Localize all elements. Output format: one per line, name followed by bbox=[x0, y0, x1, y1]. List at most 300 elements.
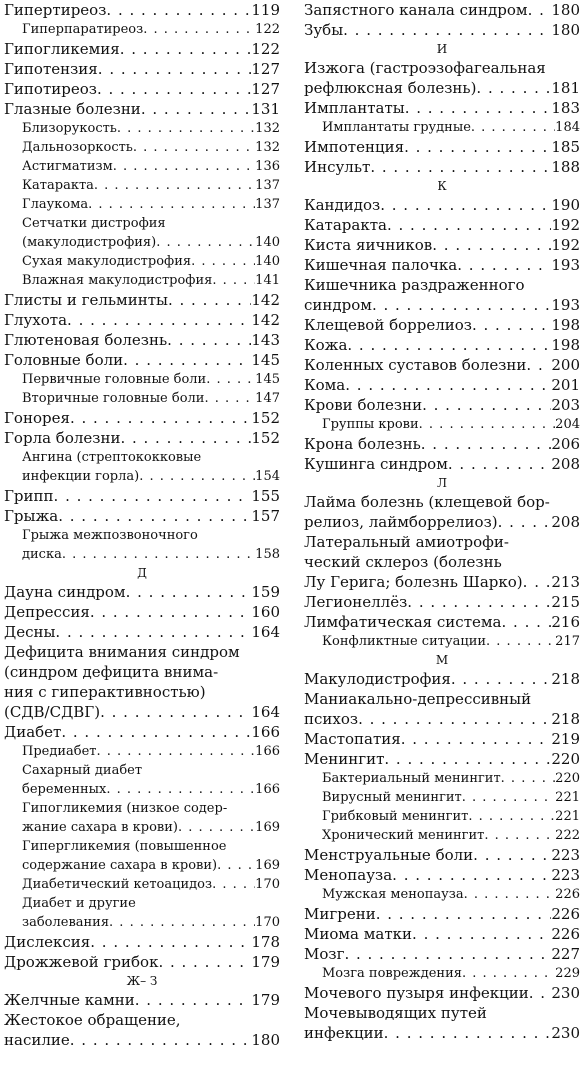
dot-leader bbox=[94, 176, 255, 195]
page-number: 185 bbox=[551, 138, 580, 156]
index-entry-term: Хронический менингит bbox=[322, 828, 485, 843]
dot-leader bbox=[61, 722, 251, 742]
index-entry bbox=[304, 20, 580, 40]
index-entry-line: Диабет и другие bbox=[22, 896, 136, 911]
index-entry-line: Маниакально-депрессивный bbox=[304, 690, 532, 708]
dot-leader bbox=[392, 865, 551, 885]
page-number: 180 bbox=[551, 1, 580, 19]
dot-leader bbox=[167, 330, 251, 350]
letter-header: Л bbox=[436, 476, 447, 490]
index-entry bbox=[304, 924, 580, 944]
index-entry bbox=[304, 807, 580, 826]
dot-leader bbox=[421, 434, 552, 454]
index-entry bbox=[4, 602, 280, 622]
page-number: 223 bbox=[551, 866, 580, 884]
index-entry bbox=[4, 856, 280, 875]
page-number: 179 bbox=[251, 991, 280, 1009]
index-entry-term: синдром bbox=[304, 296, 372, 314]
index-entry-term: беременных bbox=[22, 782, 107, 797]
page-number: 190 bbox=[551, 196, 580, 214]
index-entry-line: (синдром дефицита внима- bbox=[4, 663, 219, 681]
page-number: 226 bbox=[551, 925, 580, 943]
dot-leader bbox=[62, 545, 255, 564]
index-entry bbox=[4, 233, 280, 252]
index-entry-term: Миома матки bbox=[304, 925, 413, 943]
index-entry bbox=[304, 709, 580, 729]
index-entry bbox=[304, 255, 580, 275]
index-entry bbox=[304, 137, 580, 157]
dot-leader bbox=[212, 271, 255, 290]
page-number: 154 bbox=[255, 469, 280, 484]
index-entry-term: Дальнозоркость bbox=[22, 140, 133, 155]
page-number: 164 bbox=[251, 703, 280, 721]
dot-leader bbox=[347, 335, 551, 355]
page-number: 220 bbox=[555, 771, 580, 786]
index-entry-term: Катаракта bbox=[304, 216, 387, 234]
letter-header: М bbox=[435, 653, 449, 667]
dot-leader bbox=[70, 408, 251, 428]
index-entry-term: Десны bbox=[4, 623, 56, 641]
page-number: 223 bbox=[551, 846, 580, 864]
dot-leader bbox=[451, 669, 552, 689]
dot-leader bbox=[158, 952, 251, 972]
page-number: 216 bbox=[551, 613, 580, 631]
index-entry-term: Горла болезни bbox=[4, 429, 121, 447]
index-entry-term: Лу Герига; болезнь Шарко) bbox=[304, 573, 523, 591]
index-entry bbox=[304, 788, 580, 807]
index-entry bbox=[304, 1023, 580, 1043]
page-number: 206 bbox=[551, 435, 580, 453]
page-number: 140 bbox=[255, 254, 280, 269]
index-entry bbox=[304, 845, 580, 865]
index-column-right bbox=[304, 0, 580, 1043]
page-number: 219 bbox=[551, 730, 580, 748]
dot-leader bbox=[126, 582, 252, 602]
page-number: 215 bbox=[551, 593, 580, 611]
index-entry bbox=[4, 506, 280, 526]
page-number: 220 bbox=[551, 750, 580, 768]
dot-leader bbox=[372, 295, 551, 315]
index-entry bbox=[4, 545, 280, 564]
dot-leader bbox=[380, 195, 551, 215]
index-entry bbox=[304, 78, 580, 98]
index-entry bbox=[304, 415, 580, 434]
index-entry bbox=[4, 389, 280, 408]
index-entry bbox=[304, 944, 580, 964]
index-entry-term: Мочевого пузыря инфекции bbox=[304, 984, 529, 1002]
index-entry-term: Запястного канала синдром bbox=[304, 1, 528, 19]
dot-leader bbox=[471, 118, 555, 137]
index-entry bbox=[304, 865, 580, 885]
index-entry bbox=[4, 99, 280, 119]
dot-leader bbox=[70, 1030, 252, 1050]
page-number: 170 bbox=[255, 877, 280, 892]
index-entry-term: Дислексия bbox=[4, 933, 91, 951]
index-entry-line: Жестокое обращение, bbox=[4, 1011, 181, 1029]
index-entry-term: Менструальные боли bbox=[304, 846, 474, 864]
index-entry-term: Легионеллёз bbox=[304, 593, 408, 611]
index-entry-term: Гипотензия bbox=[4, 60, 98, 78]
index-entry bbox=[4, 119, 280, 138]
page-number: 164 bbox=[251, 623, 280, 641]
index-entry-term: Имплантаты грудные bbox=[322, 120, 471, 135]
index-entry bbox=[304, 215, 580, 235]
page-number: 160 bbox=[251, 603, 280, 621]
index-entry-term: Желчные камни bbox=[4, 991, 135, 1009]
page-number: 166 bbox=[251, 723, 280, 741]
index-entry-term: Дрожжевой грибок bbox=[4, 953, 159, 971]
page-number: 226 bbox=[551, 905, 580, 923]
index-entry bbox=[304, 769, 580, 788]
page-number: 213 bbox=[551, 573, 580, 591]
page-number: 169 bbox=[255, 820, 280, 835]
index-entry bbox=[304, 295, 580, 315]
index-entry bbox=[4, 486, 280, 506]
dot-leader bbox=[133, 138, 255, 157]
index-entry bbox=[4, 0, 280, 20]
index-entry bbox=[4, 932, 280, 952]
page-number: 159 bbox=[251, 583, 280, 601]
index-entry-term: Гонорея bbox=[4, 409, 70, 427]
dot-leader bbox=[178, 818, 255, 837]
dot-leader bbox=[529, 983, 552, 1003]
index-entry-line: Ангина (стрептококковые bbox=[22, 450, 202, 465]
index-entry bbox=[304, 964, 580, 983]
index-entry-term: Зубы bbox=[304, 21, 344, 39]
index-entry-term: Близорукость bbox=[22, 121, 117, 136]
page-number: 137 bbox=[255, 178, 280, 193]
page-number: 155 bbox=[251, 487, 280, 505]
dot-leader bbox=[526, 355, 551, 375]
page-number: 141 bbox=[255, 273, 280, 288]
dot-leader bbox=[120, 39, 252, 59]
index-entry bbox=[304, 395, 580, 415]
index-entry bbox=[304, 315, 580, 335]
index-entry-term: Грипп bbox=[4, 487, 54, 505]
dot-leader bbox=[55, 622, 251, 642]
index-entry-term: насилие bbox=[4, 1031, 70, 1049]
index-entry-term: Мозг bbox=[304, 945, 345, 963]
index-entry-term: Глухота bbox=[4, 311, 68, 329]
dot-leader bbox=[528, 0, 552, 20]
index-entry-term: Кишечная палочка bbox=[304, 256, 458, 274]
index-entry bbox=[4, 582, 280, 602]
page-number: 157 bbox=[251, 507, 280, 525]
index-entry-line: Изжога (гастроэзофагеальная bbox=[304, 59, 546, 77]
page-number: 218 bbox=[551, 710, 580, 728]
dot-leader bbox=[344, 944, 551, 964]
index-entry-line: Лайма болезнь (клещевой бор- bbox=[304, 493, 550, 511]
index-entry bbox=[4, 20, 280, 39]
index-entry-term: заболевания bbox=[22, 915, 110, 930]
dot-leader bbox=[141, 99, 252, 119]
index-entry bbox=[304, 98, 580, 118]
index-entry-term: Клещевой боррелиоз bbox=[304, 316, 472, 334]
index-entry bbox=[4, 818, 280, 837]
dot-leader bbox=[422, 395, 551, 415]
page-number: 217 bbox=[555, 634, 580, 649]
index-entry-term: Менингит bbox=[304, 750, 385, 768]
index-entry bbox=[4, 722, 280, 742]
index-entry bbox=[304, 612, 580, 632]
index-entry-term: Мигрени bbox=[304, 905, 376, 923]
index-entry bbox=[4, 157, 280, 176]
page-number: 142 bbox=[251, 311, 280, 329]
index-entry-term: Грибковый менингит bbox=[322, 809, 469, 824]
dot-leader bbox=[212, 875, 255, 894]
dot-leader bbox=[97, 79, 251, 99]
index-entry bbox=[304, 826, 580, 845]
index-entry-term: Первичные головные боли bbox=[22, 372, 207, 387]
index-entry bbox=[4, 467, 280, 486]
dot-leader bbox=[117, 119, 255, 138]
index-entry-term: Кома bbox=[304, 376, 346, 394]
index-entry-term: Влажная макулодистрофия bbox=[22, 273, 213, 288]
index-entry bbox=[4, 290, 280, 310]
page-number: 198 bbox=[551, 316, 580, 334]
dot-leader bbox=[106, 780, 255, 799]
page-number: 188 bbox=[551, 158, 580, 176]
index-entry-term: Имплантаты bbox=[304, 99, 405, 117]
letter-header: Ж– З bbox=[126, 974, 158, 988]
index-entry-term: Мужская менопауза bbox=[322, 887, 464, 902]
page-number: 122 bbox=[251, 40, 280, 58]
page-number: 140 bbox=[255, 235, 280, 250]
dot-leader bbox=[462, 964, 555, 983]
index-entry bbox=[4, 952, 280, 972]
page-number: 152 bbox=[251, 429, 280, 447]
dot-leader bbox=[58, 506, 251, 526]
index-entry-term: Коленных суставов болезни bbox=[304, 356, 527, 374]
index-entry-term: (СДВ/СДВГ) bbox=[4, 703, 101, 721]
index-entry-term: Гипогликемия bbox=[4, 40, 120, 58]
dot-leader bbox=[476, 78, 551, 98]
index-entry-term: Глаукома bbox=[22, 197, 89, 212]
letter-header: Д bbox=[137, 566, 147, 580]
page-number: 166 bbox=[255, 782, 280, 797]
index-entry bbox=[304, 983, 580, 1003]
index-entry-term: Менопауза bbox=[304, 866, 393, 884]
index-entry bbox=[4, 408, 280, 428]
index-entry-term: Глисты и гельминты bbox=[4, 291, 168, 309]
dot-leader bbox=[100, 702, 251, 722]
index-entry-term: инфекции bbox=[304, 1024, 384, 1042]
page-number: 178 bbox=[251, 933, 280, 951]
index-entry bbox=[4, 370, 280, 389]
index-entry bbox=[304, 0, 580, 20]
dot-leader bbox=[412, 924, 551, 944]
index-entry-term: Астигматизм bbox=[22, 159, 113, 174]
page-number: 131 bbox=[251, 100, 280, 118]
index-entry-term: Гиперпаратиреоз bbox=[22, 22, 144, 37]
dot-leader bbox=[106, 0, 251, 20]
index-entry bbox=[4, 428, 280, 448]
page-number: 143 bbox=[251, 331, 280, 349]
index-entry-term: Гипотиреоз bbox=[4, 80, 97, 98]
dot-leader bbox=[384, 749, 551, 769]
dot-leader bbox=[384, 1023, 552, 1043]
index-entry-term: Бактериальный менингит bbox=[322, 771, 501, 786]
dot-leader bbox=[401, 729, 552, 749]
index-entry-term: Кожа bbox=[304, 336, 348, 354]
index-entry bbox=[4, 138, 280, 157]
dot-leader bbox=[90, 602, 252, 622]
index-entry-line: Сахарный диабет bbox=[22, 763, 143, 778]
index-entry-term: релиоз, лаймборрелиоз) bbox=[304, 513, 498, 531]
page-number: 137 bbox=[255, 197, 280, 212]
page-number: 142 bbox=[251, 291, 280, 309]
index-entry bbox=[304, 669, 580, 689]
index-entry-term: Инсульт bbox=[304, 158, 371, 176]
dot-leader bbox=[96, 742, 255, 761]
index-entry-line: Кишечника раздраженного bbox=[304, 276, 525, 294]
index-entry-line: Гипогликемия (низкое содер- bbox=[22, 801, 228, 816]
index-entry bbox=[4, 79, 280, 99]
index-entry-term: Грыжа bbox=[4, 507, 59, 525]
dot-leader bbox=[123, 350, 251, 370]
index-entry bbox=[4, 252, 280, 271]
index-entry bbox=[304, 512, 580, 532]
dot-leader bbox=[191, 252, 255, 271]
index-entry-term: Импотенция bbox=[304, 138, 405, 156]
dot-leader bbox=[468, 807, 555, 826]
page-number: 192 bbox=[551, 236, 580, 254]
index-entry bbox=[304, 904, 580, 924]
page-number: 183 bbox=[551, 99, 580, 117]
dot-leader bbox=[484, 826, 555, 845]
index-entry bbox=[4, 310, 280, 330]
index-entry-term: Группы крови bbox=[322, 417, 419, 432]
index-entry bbox=[304, 454, 580, 474]
dot-leader bbox=[464, 885, 556, 904]
dot-leader bbox=[139, 467, 255, 486]
dot-leader bbox=[472, 315, 551, 335]
dot-leader bbox=[120, 428, 251, 448]
index-column-left bbox=[4, 0, 280, 1050]
dot-leader bbox=[407, 592, 551, 612]
index-entry bbox=[304, 572, 580, 592]
page-number: 152 bbox=[251, 409, 280, 427]
index-entry bbox=[304, 375, 580, 395]
index-entry-line: ния с гиперактивностью) bbox=[4, 683, 206, 701]
index-entry-term: Головные боли bbox=[4, 351, 124, 369]
index-entry-term: Диабетический кетоацидоз bbox=[22, 877, 213, 892]
index-entry-term: Кушинга синдром bbox=[304, 455, 448, 473]
index-entry-term: диска bbox=[22, 547, 62, 562]
index-entry bbox=[304, 885, 580, 904]
index-entry-term: Макулодистрофия bbox=[304, 670, 451, 688]
letter-header: К bbox=[437, 179, 447, 193]
page-number: 193 bbox=[551, 296, 580, 314]
index-entry-term: Сухая макулодистрофия bbox=[22, 254, 192, 269]
page-number: 230 bbox=[551, 1024, 580, 1042]
page-number: 127 bbox=[251, 60, 280, 78]
index-entry-term: Катаракта bbox=[22, 178, 94, 193]
index-entry bbox=[304, 434, 580, 454]
page-number: 145 bbox=[251, 351, 280, 369]
index-entry-term: Глазные болезни bbox=[4, 100, 141, 118]
page-number: 184 bbox=[555, 120, 580, 135]
page-number: 218 bbox=[551, 670, 580, 688]
index-entry-term: Депрессия bbox=[4, 603, 90, 621]
page-number: 127 bbox=[251, 80, 280, 98]
index-entry-term: жание сахара в крови) bbox=[22, 820, 178, 835]
page-number: 229 bbox=[555, 966, 580, 981]
index-entry-term: Конфликтные ситуации bbox=[322, 634, 487, 649]
index-entry-term: Киста яичников bbox=[304, 236, 433, 254]
page-number: 200 bbox=[551, 356, 580, 374]
page-number: 198 bbox=[551, 336, 580, 354]
dot-leader bbox=[156, 233, 255, 252]
page-number: 147 bbox=[255, 391, 280, 406]
page-number: 180 bbox=[251, 1031, 280, 1049]
index-entry bbox=[304, 118, 580, 137]
index-entry-term: рефлюксная болезнь) bbox=[304, 79, 477, 97]
index-entry bbox=[304, 632, 580, 651]
index-entry-line: Мочевыводящих путей bbox=[304, 1004, 487, 1022]
index-entry bbox=[4, 990, 280, 1010]
dot-leader bbox=[501, 769, 556, 788]
dot-leader bbox=[67, 310, 251, 330]
dot-leader bbox=[204, 389, 255, 408]
dot-leader bbox=[448, 454, 551, 474]
index-entry-line: ческий склероз (болезнь bbox=[304, 553, 502, 571]
dot-leader bbox=[462, 788, 555, 807]
index-entry-line: Латеральный амиотрофи- bbox=[304, 533, 509, 551]
index-entry-term: Дауна синдром bbox=[4, 583, 126, 601]
page-number: 204 bbox=[555, 417, 580, 432]
page-number: 226 bbox=[555, 887, 580, 902]
index-entry-line: Грыжа межпозвоночного bbox=[22, 528, 198, 543]
page-number: 201 bbox=[551, 376, 580, 394]
index-entry-term: (макулодистрофия) bbox=[22, 235, 157, 250]
dot-leader bbox=[345, 375, 551, 395]
page-number: 221 bbox=[555, 809, 580, 824]
dot-leader bbox=[358, 709, 551, 729]
page-number: 179 bbox=[251, 953, 280, 971]
index-entry-line: Гипергликемия (повышенное bbox=[22, 839, 227, 854]
dot-leader bbox=[143, 20, 255, 39]
page-number: 132 bbox=[255, 140, 280, 155]
index-entry bbox=[4, 1030, 280, 1050]
index-entry-term: Крона болезнь bbox=[304, 435, 421, 453]
dot-leader bbox=[370, 157, 551, 177]
dot-leader bbox=[88, 195, 255, 214]
index-entry bbox=[4, 59, 280, 79]
page-number: 192 bbox=[551, 216, 580, 234]
index-entry bbox=[4, 330, 280, 350]
page-number: 180 bbox=[551, 21, 580, 39]
dot-leader bbox=[473, 845, 551, 865]
page-number: 208 bbox=[551, 455, 580, 473]
dot-leader bbox=[113, 157, 255, 176]
index-entry-line: Дефицита внимания синдром bbox=[4, 643, 240, 661]
dot-leader bbox=[90, 932, 251, 952]
index-entry bbox=[304, 335, 580, 355]
index-entry-term: Кандидоз bbox=[304, 196, 381, 214]
dot-leader bbox=[404, 137, 551, 157]
index-entry bbox=[304, 729, 580, 749]
dot-leader bbox=[135, 990, 252, 1010]
index-entry bbox=[304, 749, 580, 769]
page-number: 169 bbox=[255, 858, 280, 873]
index-entry-term: Диабет bbox=[4, 723, 62, 741]
index-entry-term: Лимфатическая система bbox=[304, 613, 502, 631]
page-number: 193 bbox=[551, 256, 580, 274]
page-number: 119 bbox=[251, 1, 280, 19]
letter-header: И bbox=[436, 42, 448, 56]
dot-leader bbox=[168, 290, 251, 310]
